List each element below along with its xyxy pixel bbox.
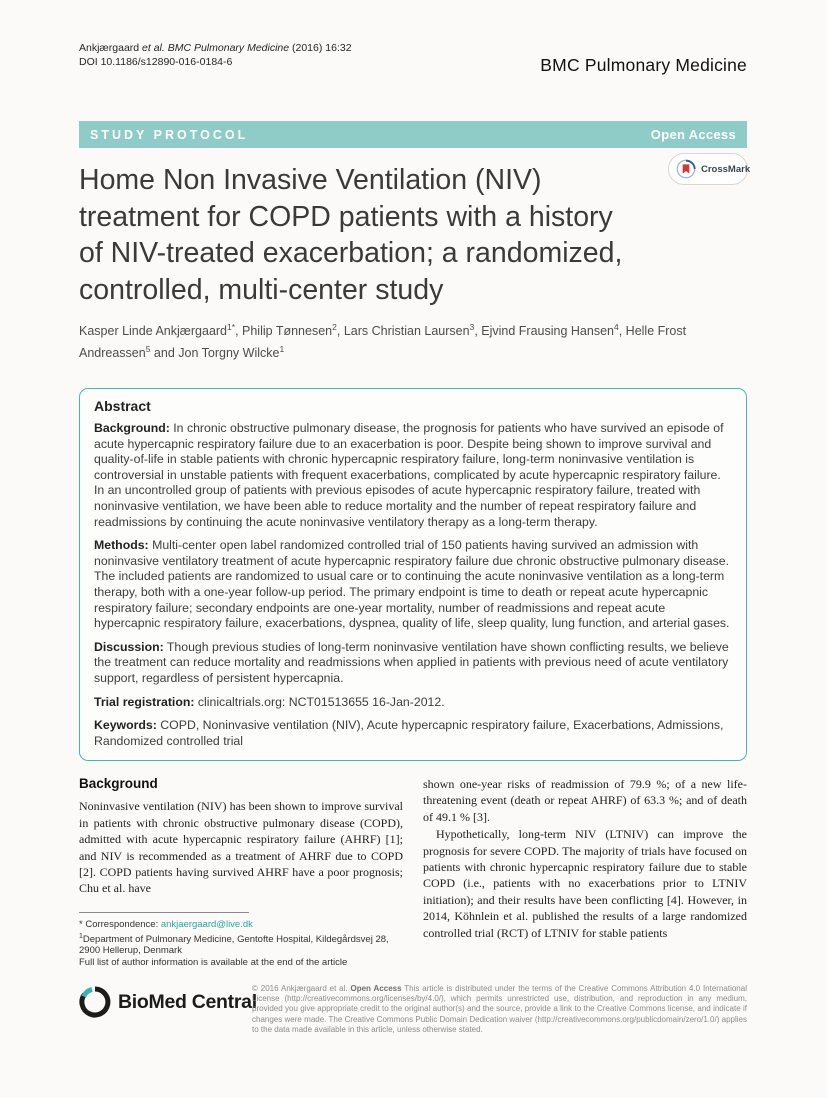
crossmark-badge[interactable] — [668, 153, 751, 185]
biomed-central-wordmark: BioMed Central — [118, 990, 257, 1013]
citation-block — [79, 42, 352, 69]
abstract-methods-label: Methods: — [94, 538, 149, 553]
author-name: Jon Torgny Wilcke — [178, 346, 280, 361]
citation-author: Ankjærgaard — [79, 42, 143, 54]
body-paragraph: Hypothetically, long-term NIV (LTNIV) can improve the prognosis for severe COPD. The majority of trials have focused on patients with chronic hypercapnic respiratory failure due to stable COPD (i.e., patients with no exacerbations prior to LTNIV initiation); and their results have been conflicting [4]. However, in 2014, Köhnlein et al. published the results of a large randomized controlled trial (RCT) of LTNIV for stable patients — [423, 827, 747, 940]
author-name: Philip Tønnesen — [242, 324, 333, 339]
author-affiliation-sup: 3 — [469, 322, 475, 332]
correspondence-line — [79, 919, 389, 931]
author-affiliation-sup: 2 — [332, 322, 337, 332]
author-affiliation-sup: 5 — [145, 344, 151, 355]
correspondence-label: * Correspondence: — [79, 919, 161, 930]
abstract-heading: Abstract — [94, 398, 151, 414]
author-affiliation-sup: 1 — [279, 344, 285, 355]
abstract-trial-registration — [94, 695, 732, 711]
publisher-logo — [79, 986, 257, 1018]
abstract-keywords-text: COPD, Noninvasive ventilation (NIV), Acute hypercapnic respiratory failure, Exacerbations, Admissions, Randomized controlled trial — [94, 718, 724, 748]
author-affiliation-sup: 4 — [613, 322, 619, 332]
title-line: treatment for COPD patients with a history — [79, 200, 613, 233]
author-name: Kasper Linde Ankjærgaard — [79, 324, 228, 339]
abstract-trial-label: Trial registration: — [94, 694, 195, 709]
abstract-methods — [94, 538, 732, 632]
citation-journal: et al. BMC Pulmonary Medicine — [142, 42, 290, 54]
copyright-open-access: Open Access — [350, 984, 402, 993]
abstract-trial-text: clinicaltrials.org: NCT01513655 16-Jan-2012. — [197, 694, 445, 709]
correspondence-email-link[interactable]: ankjaergaard@live.dk — [160, 919, 253, 930]
biomed-central-emblem-icon — [79, 986, 111, 1018]
author-list: Kasper Linde Ankjærgaard$^{1*}$, Philip Tønnesen$^2$, Lars Christian Laursen$^3$, Ejvind Frausing Hansen$^4$, Helle Frost Andreassen$^5$ and Jon Torgny Wilcke$^1$ — [79, 322, 687, 361]
abstract-keywords — [94, 718, 732, 749]
author-name: Helle Frost Andreassen — [79, 324, 687, 361]
article-type-label: STUDY PROTOCOL — [90, 127, 249, 142]
section-heading-background: Background — [79, 776, 158, 791]
copyright-prefix: © 2016 Ankjærgaard et al. — [252, 984, 351, 993]
affiliation-line — [79, 931, 389, 957]
body-paragraph: shown one-year risks of readmission of 79.9 %; of a new life-threatening event (death or repeat AHRF) of 63.3 %; and of death of 49.1 % [3]. — [423, 777, 747, 824]
abstract-methods-text: Multi-center open label randomized controlled trial of 150 patients having survived an admission with noninvasive ventilatory treatment of acute hypercapnic respiratory failure due chronic obstructive pulmonary disease. The included patients are randomized to usual care or to continuing the acute noninvasive ventilation as a long-term therapy, both with a one-year follow-up period. The primary endpoint is time to death or repeat acute hypercapnic respiratory failure; secondary endpoints are one-year mortality, number of readmissions and repeat acute hypercapnic respiratory failure, exacerbations, dyspnea, quality of life, sleep quality, lung function, and arterial gases. — [94, 538, 730, 631]
affiliation-sup: 1 — [79, 932, 83, 940]
doi-line: DOI 10.1186/s12890-016-0184-6 — [79, 55, 233, 68]
journal-name: BMC Pulmonary Medicine — [540, 55, 747, 75]
full-list-note: Full list of author information is available at the end of the article — [79, 956, 348, 968]
open-access-label: Open Access — [650, 127, 736, 142]
footnote-rule — [79, 912, 249, 913]
abstract-box — [79, 388, 747, 761]
author-name: Lars Christian Laursen — [343, 324, 470, 339]
abstract-background-label: Background: — [94, 421, 170, 435]
abstract-background — [94, 421, 732, 530]
title-line: of NIV-treated exacerbation; a randomized, — [79, 237, 623, 269]
abstract-discussion-label: Discussion: — [94, 639, 164, 654]
body-column-left — [79, 776, 403, 897]
crossmark-label: CrossMark — [701, 163, 751, 175]
abstract-discussion-text: Though previous studies of long-term noninvasive ventilation have shown conflicting results, we believe the treatment can reduce mortality and readmissions when applied in patients with previous need of acute ventilatory support, regardless of persistent hypercapnia. — [94, 639, 729, 685]
body-paragraph: Noninvasive ventilation (NIV) has been shown to improve survival in patients with chronic obstructive pulmonary disease (COPD), admitted with acute hypercapnic respiratory failure (AHRF) [1]; and NIV is recommended as a treatment of AHRF due to COPD [2]. COPD patients having survived AHRF have a poor prognosis; Chu et al. have — [79, 799, 403, 896]
crossmark-icon — [676, 159, 696, 179]
abstract-keywords-label: Keywords: — [94, 718, 157, 733]
citation-line — [79, 42, 352, 56]
title-line: Home Non Invasive Ventilation (NIV) — [79, 164, 542, 196]
article-title — [79, 162, 679, 308]
copyright-notice — [252, 984, 747, 1035]
abstract-discussion — [94, 640, 732, 687]
copyright-text: This article is distributed under the terms of the Creative Commons Attribution 4.0 International License (http://creativecommons.org/licenses/by/4.0/), which permits unrestricted use, distribution, and reproduction in any medium, provided you give appropriate credit to the original author(s) and the source, provide a link to the Creative Commons license, and indicate if changes were made. The Creative Commons Public Domain Dedication waiver (http://creativecommons.org/publicdomain/zero/1.0/) applies to the data made available in this article, unless otherwise stated. — [252, 984, 747, 1034]
affiliation-text: Department of Pulmonary Medicine, Gentofte Hospital, Kildegårdsvej 28, 2900 Hellerup, Denmark — [79, 933, 389, 957]
author-affiliation-sup: 1* — [227, 322, 236, 332]
citation-issue: (2016) 16:32 — [289, 42, 352, 54]
abstract-background-text: In chronic obstructive pulmonary disease, the prognosis for patients who have survived an episode of acute hypercapnic respiratory failure due to an exacerbation is poor. Despite being shown to improve survival and quality-of-life in stable patients with chronic hypercapnic respiratory failure, long-term noninvasive ventilation is controversial in unstable patients with frequent exacerbations, complicated by acute hypercapnic respiratory failure. In an uncontrolled group of patients with previous episodes of acute hypercapnic respiratory failure, treated with noninvasive ventilation, we have been able to reduce mortality and the number of repeat respiratory failure and readmissions by continuing the acute noninvasive ventilatory therapy as a long-term therapy. — [94, 421, 724, 529]
article-type-banner — [79, 121, 747, 148]
author-name: Ejvind Frausing Hansen — [481, 324, 614, 339]
body-column-right — [423, 776, 747, 941]
footnote-block — [79, 912, 389, 969]
title-line: controlled, multi-center study — [79, 273, 444, 306]
